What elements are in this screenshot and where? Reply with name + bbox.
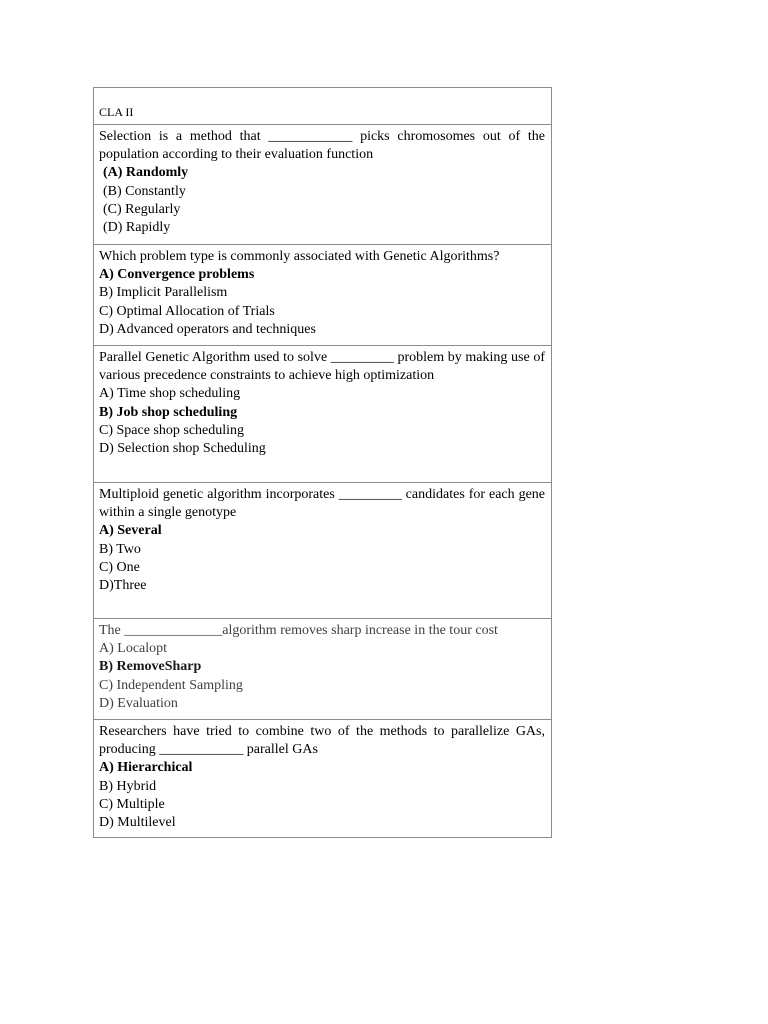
question-cell (94, 346, 552, 483)
question-row (94, 483, 552, 619)
header-label: CLA II (99, 105, 134, 119)
option-a: A) Convergence problems (99, 267, 255, 283)
question-cell (94, 720, 552, 838)
option-c: C) Space shop scheduling (99, 422, 245, 438)
option-b: B) Hybrid (99, 778, 157, 794)
header-row (94, 88, 552, 125)
option-a: A) Hierarchical (99, 760, 193, 776)
option-a: A) Time shop scheduling (99, 386, 241, 402)
question-text: Selection is a method that ____________ picks chromosomes out of the population according to their evaluation function (99, 129, 545, 163)
option-d: D)Three (99, 578, 147, 594)
option-c: C) Optimal Allocation of Trials (99, 303, 275, 319)
option-a: A) Several (99, 523, 162, 539)
option-d: D) Advanced operators and techniques (99, 321, 316, 337)
header-cell (94, 88, 552, 125)
option-d: D) Selection shop Scheduling (99, 441, 266, 457)
question-text: Which problem type is commonly associated with Genetic Algorithms? (99, 249, 500, 264)
question-row (94, 245, 552, 346)
question-text: Parallel Genetic Algorithm used to solve _________ problem by making use of various precedence constraints to achieve high optimization (99, 350, 545, 384)
question-row (94, 619, 552, 720)
question-text: The ______________algorithm removes sharp increase in the tour cost (99, 623, 498, 638)
option-c: C) Independent Sampling (99, 677, 243, 693)
option-d: D) Multilevel (99, 815, 176, 831)
question-cell (94, 125, 552, 245)
option-a: (A) Randomly (103, 165, 189, 181)
question-cell (94, 245, 552, 346)
question-text: Researchers have tried to combine two of the methods to parallelize GAs, producing ____________ parallel GAs (99, 724, 545, 758)
option-b: B) RemoveSharp (99, 659, 202, 675)
question-row (94, 346, 552, 483)
question-row (94, 125, 552, 245)
option-c: C) Multiple (99, 796, 165, 812)
option-b: (B) Constantly (103, 183, 186, 199)
question-cell (94, 483, 552, 619)
question-row (94, 720, 552, 838)
option-b: B) Job shop scheduling (99, 404, 238, 420)
quiz-table (93, 87, 552, 838)
question-cell (94, 619, 552, 720)
option-b: B) Implicit Parallelism (99, 285, 228, 301)
option-a: A) Localopt (99, 641, 168, 657)
option-c: (C) Regularly (103, 201, 181, 217)
option-d: D) Evaluation (99, 695, 178, 711)
option-c: C) One (99, 559, 140, 575)
question-text: Multiploid genetic algorithm incorporates _________ candidates for each gene within a single genotype (99, 487, 545, 521)
option-b: B) Two (99, 541, 141, 557)
option-d: (D) Rapidly (103, 220, 171, 236)
